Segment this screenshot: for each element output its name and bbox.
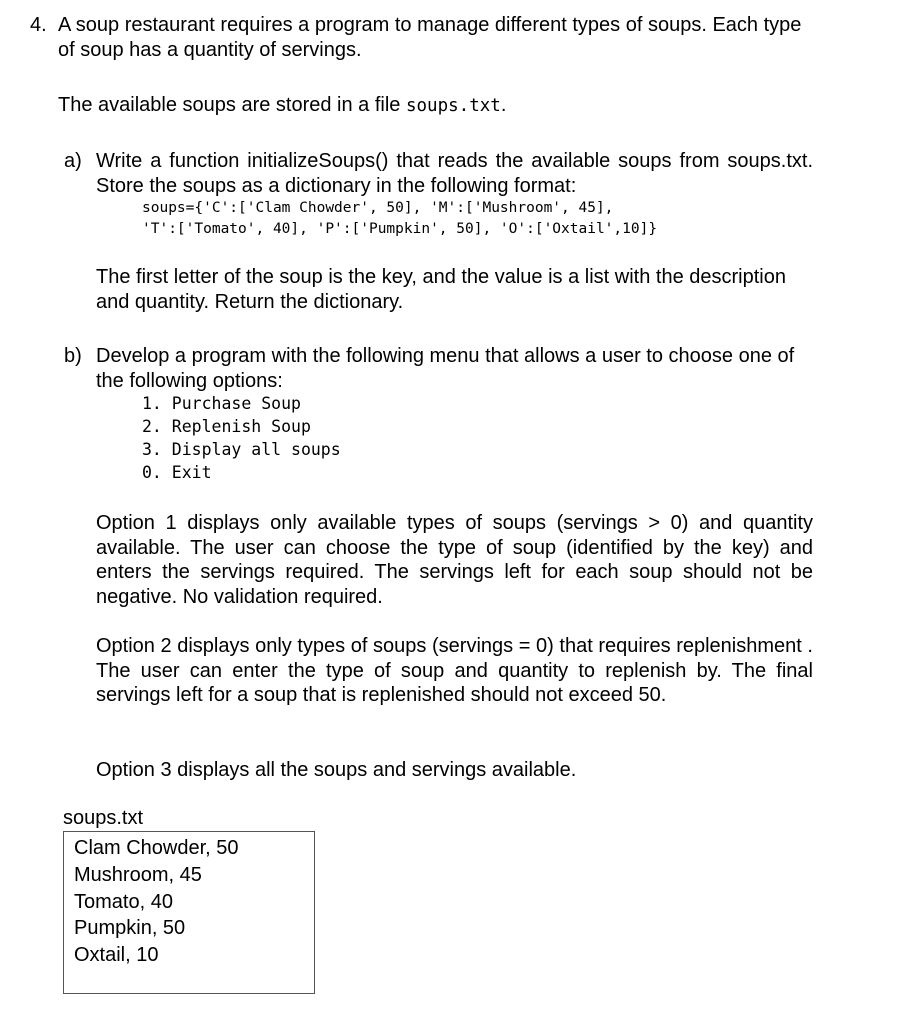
part-a-note: The first letter of the soup is the key, and the value is a list with the description and quantity. Return the dictionary. [96, 266, 786, 313]
option-2-description: Option 2 displays only types of soups (servings = 0) that requires replenishment . The user can enter the type of soup and quantity to replenish by. The final servings left for a soup that is replenished should not exceed 50. [96, 635, 813, 706]
part-b-label: b) [64, 345, 82, 367]
menu-item-display: 3. Display all soups [142, 440, 341, 459]
intro-text-before: The available soups are stored in a file [58, 94, 406, 116]
question-number: 4. [30, 14, 47, 36]
code-line-2: 'T':['Tomato', 40], 'P':['Pumpkin', 50], 'O':['Oxtail',10]} [142, 221, 658, 237]
intro-text-after: . [500, 94, 507, 116]
file-line: Tomato, 40 [74, 890, 173, 913]
menu-item-exit: 0. Exit [142, 463, 212, 482]
intro-paragraph [58, 93, 818, 119]
menu-item-replenish: 2. Replenish Soup [142, 417, 311, 436]
part-b-text: Develop a program with the following menu that allows a user to choose one of the following options: [96, 345, 795, 392]
file-line: Pumpkin, 50 [74, 917, 186, 940]
part-a-label: a) [64, 150, 82, 172]
file-contents-box [63, 831, 315, 994]
part-a-text: Write a function initializeSoups() that reads the available soups from soups.txt. Store the soups as a dictionary in the following format: [96, 150, 813, 197]
file-line: Clam Chowder, 50 [74, 837, 239, 859]
option-1-description: Option 1 displays only available types of soups (servings > 0) and quantity available. The user can choose the type of soup (identified by the key) and enters the servings required. The servings left for each soup should not be negative. No validation required. [96, 512, 813, 608]
code-line-1: soups={'C':['Clam Chowder', 50], 'M':['Mushroom', 45], [142, 200, 614, 216]
question-text: A soup restaurant requires a program to manage different types of soups. Each type of soup has a quantity of servings. [58, 14, 802, 61]
option-3-description: Option 3 displays all the soups and servings available. [96, 759, 577, 781]
file-line: Mushroom, 45 [74, 863, 202, 886]
file-line: Oxtail, 10 [74, 944, 159, 967]
menu-item-purchase: 1. Purchase Soup [142, 394, 301, 413]
file-label: soups.txt [63, 807, 144, 829]
intro-filename: soups.txt [405, 96, 501, 116]
